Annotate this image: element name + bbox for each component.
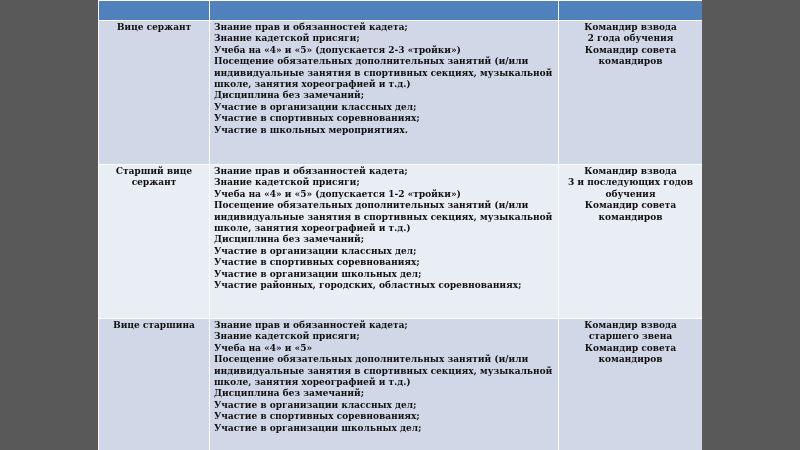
requirements-cell bbox=[210, 21, 559, 165]
requirement-line: Дисциплина без замечаний; bbox=[214, 389, 365, 400]
requirement-line: Знание кадетской присяги; bbox=[214, 332, 360, 343]
table-header-row bbox=[99, 1, 703, 21]
requirement-line: Посещение обязательных дополнительных занятий (и/или bbox=[214, 201, 529, 212]
responsibility-line: командиров bbox=[598, 355, 663, 366]
requirement-line: Учеба на «4» и «5» bbox=[214, 343, 313, 354]
requirement-line: Участие в организации школьных дел; bbox=[214, 269, 422, 280]
requirements-cell bbox=[210, 319, 559, 450]
requirement-line: Участие в спортивных соревнованиях; bbox=[214, 412, 420, 423]
requirement-line: Участие в спортивных соревнованиях; bbox=[214, 114, 420, 125]
responsibility-line: Командир совета bbox=[584, 45, 677, 56]
responsibility-line: командиров bbox=[598, 212, 663, 223]
requirement-line: школе, занятия хореографией и т.д.) bbox=[214, 378, 411, 389]
requirement-line: индивидуальные занятия в спортивных секциях, музыкальной bbox=[214, 68, 553, 79]
rank-cell: Вице сержант bbox=[99, 21, 210, 165]
rank-cell: Старший вице сержант bbox=[99, 165, 210, 319]
header-cell-rank bbox=[99, 1, 210, 21]
rank-cell: Вице старшина bbox=[99, 319, 210, 450]
table-row bbox=[99, 165, 703, 319]
requirement-line: Знание прав и обязанностей кадета; bbox=[214, 23, 408, 33]
requirement-line: Учеба на «4» и «5» (допускается 1-2 «тройки») bbox=[214, 189, 461, 200]
slide bbox=[98, 0, 702, 450]
requirement-line: Участие районных, городских, областных соревнованиях; bbox=[214, 281, 522, 292]
requirement-line: Посещение обязательных дополнительных занятий (и/или bbox=[214, 57, 529, 68]
responsibility-cell bbox=[559, 21, 703, 165]
responsibility-cell bbox=[559, 319, 703, 450]
requirement-line: Учеба на «4» и «5» (допускается 2-3 «тройки») bbox=[214, 45, 461, 56]
requirement-line: школе, занятия хореографией и т.д.) bbox=[214, 80, 411, 91]
requirement-line: индивидуальные занятия в спортивных секциях, музыкальной bbox=[214, 212, 553, 223]
requirement-line: индивидуальные занятия в спортивных секциях, музыкальной bbox=[214, 366, 553, 377]
responsibility-line: 2 года обучения bbox=[587, 34, 674, 45]
responsibility-line: Командир взвода bbox=[584, 23, 677, 33]
table-row bbox=[99, 319, 703, 450]
requirement-line: Посещение обязательных дополнительных занятий (и/или bbox=[214, 355, 529, 366]
responsibility-line: Командир совета bbox=[584, 201, 677, 212]
requirement-line: Участие в школьных мероприятиях. bbox=[214, 125, 408, 136]
responsibility-line: 3 и последующих годов bbox=[567, 178, 694, 189]
ranks-table bbox=[98, 0, 702, 450]
responsibility-line: старшего звена bbox=[588, 332, 673, 343]
requirement-line: Участие в организации школьных дел; bbox=[214, 423, 422, 434]
header-cell-requirements bbox=[210, 1, 559, 21]
responsibility-line: командиров bbox=[598, 57, 663, 68]
requirement-line: Знание кадетской присяги; bbox=[214, 178, 360, 189]
responsibility-line: обучения bbox=[605, 189, 656, 200]
requirement-line: Участие в организации классных дел; bbox=[214, 102, 417, 113]
responsibility-cell bbox=[559, 165, 703, 319]
requirement-line: Дисциплина без замечаний; bbox=[214, 91, 365, 102]
header-cell-responsibility bbox=[559, 1, 703, 21]
requirement-line: Участие в спортивных соревнованиях; bbox=[214, 258, 420, 269]
requirement-line: Дисциплина без замечаний; bbox=[214, 235, 365, 246]
responsibility-line: Командир взвода bbox=[584, 321, 677, 331]
requirement-line: Участие в организации классных дел; bbox=[214, 246, 417, 257]
requirements-cell bbox=[210, 165, 559, 319]
requirement-line: Участие в организации классных дел; bbox=[214, 400, 417, 411]
requirement-line: школе, занятия хореографией и т.д.) bbox=[214, 224, 411, 235]
table-row bbox=[99, 21, 703, 165]
requirement-line: Знание прав и обязанностей кадета; bbox=[214, 321, 408, 331]
requirement-line: Знание прав и обязанностей кадета; bbox=[214, 167, 408, 177]
responsibility-line: Командир совета bbox=[584, 343, 677, 354]
responsibility-line: Командир взвода bbox=[584, 167, 677, 177]
requirement-line: Знание кадетской присяги; bbox=[214, 34, 360, 45]
